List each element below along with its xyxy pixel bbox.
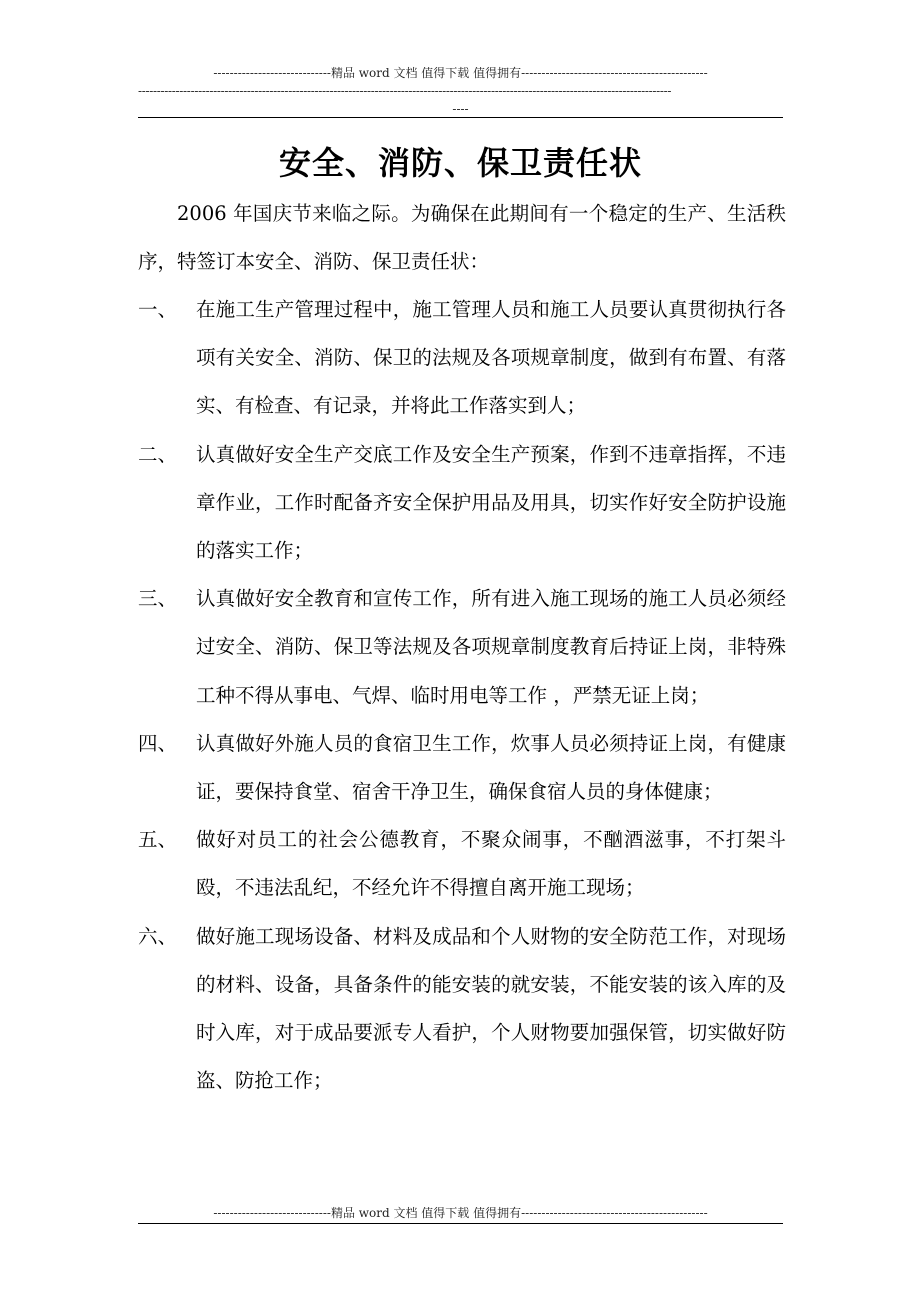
header-banner-text: -----------------------------精品 word 文档 值得下载 值得拥有---------------------------------------------- (213, 66, 708, 80)
footer-rule (138, 1223, 783, 1224)
item-text: 认真做好安全教育和宣传工作，所有进入施工现场的施工人员必须经过安全、消防、保卫等法规及各项规章制度教育后持证上岗，非特殊工种不得从事电、气焊、临时用电等工作 ，严禁无证上岗； (196, 587, 786, 707)
item-text: 在施工生产管理过程中，施工管理人员和施工人员要认真贯彻执行各项有关安全、消防、保卫的法规及各项规章制度，做到有布置、有落实、有检查、有记录，并将此工作落实到人； (196, 298, 786, 418)
item-number: 六、 (138, 924, 178, 948)
intro-paragraph: 2006 年国庆节来临之际。为确保在此期间有一个稳定的生产、生活秩序，特签订本安全、消防、保卫责任状： (138, 202, 786, 273)
item-text: 认真做好外施人员的食宿卫生工作，炊事人员必须持证上岗，有健康证，要保持食堂、宿舍干净卫生，确保食宿人员的身体健康； (196, 731, 786, 804)
list-item (138, 431, 786, 576)
item-number: 四、 (138, 731, 178, 755)
list-item (138, 913, 786, 1106)
item-number: 三、 (138, 587, 178, 611)
item-text: 认真做好安全生产交底工作及安全生产预案，作到不违章指挥，不违章作业，工作时配备齐安全保护用品及用具，切实作好安全防护设施的落实工作； (196, 442, 786, 563)
item-text: 做好对员工的社会公德教育，不聚众闹事，不酗酒滋事，不打架斗殴，不违法乱纪，不经允许不得擅自离开施工现场； (196, 828, 786, 900)
list-item (138, 575, 786, 720)
list-item (138, 286, 786, 431)
item-number: 一、 (138, 298, 178, 321)
item-text: 做好施工现场设备、材料及成品和个人财物的安全防范工作，对现场的材料、设备，具备条件的能安装的就安装，不能安装的该入库的及时入库，对于成品要派专人看护，个人财物要加强保管，切实做好防盗、防抢工作； (196, 924, 786, 1093)
item-number: 二、 (138, 442, 178, 466)
list-item (138, 720, 786, 816)
footer-banner-text: -----------------------------精品 word 文档 值得下载 值得拥有---------------------------------------------- (213, 1206, 708, 1220)
item-number: 五、 (138, 828, 178, 852)
header-dash-tail: ---- (452, 102, 469, 116)
responsibility-list (138, 286, 786, 1105)
header-rule (138, 117, 783, 118)
document-title: 安全、消防、保卫责任状 (278, 144, 642, 182)
list-item (138, 816, 786, 912)
page-header (138, 64, 783, 118)
header-dash-line: ---------------------------------------------------------------------------------------------------------------------------------------------- (138, 84, 672, 98)
